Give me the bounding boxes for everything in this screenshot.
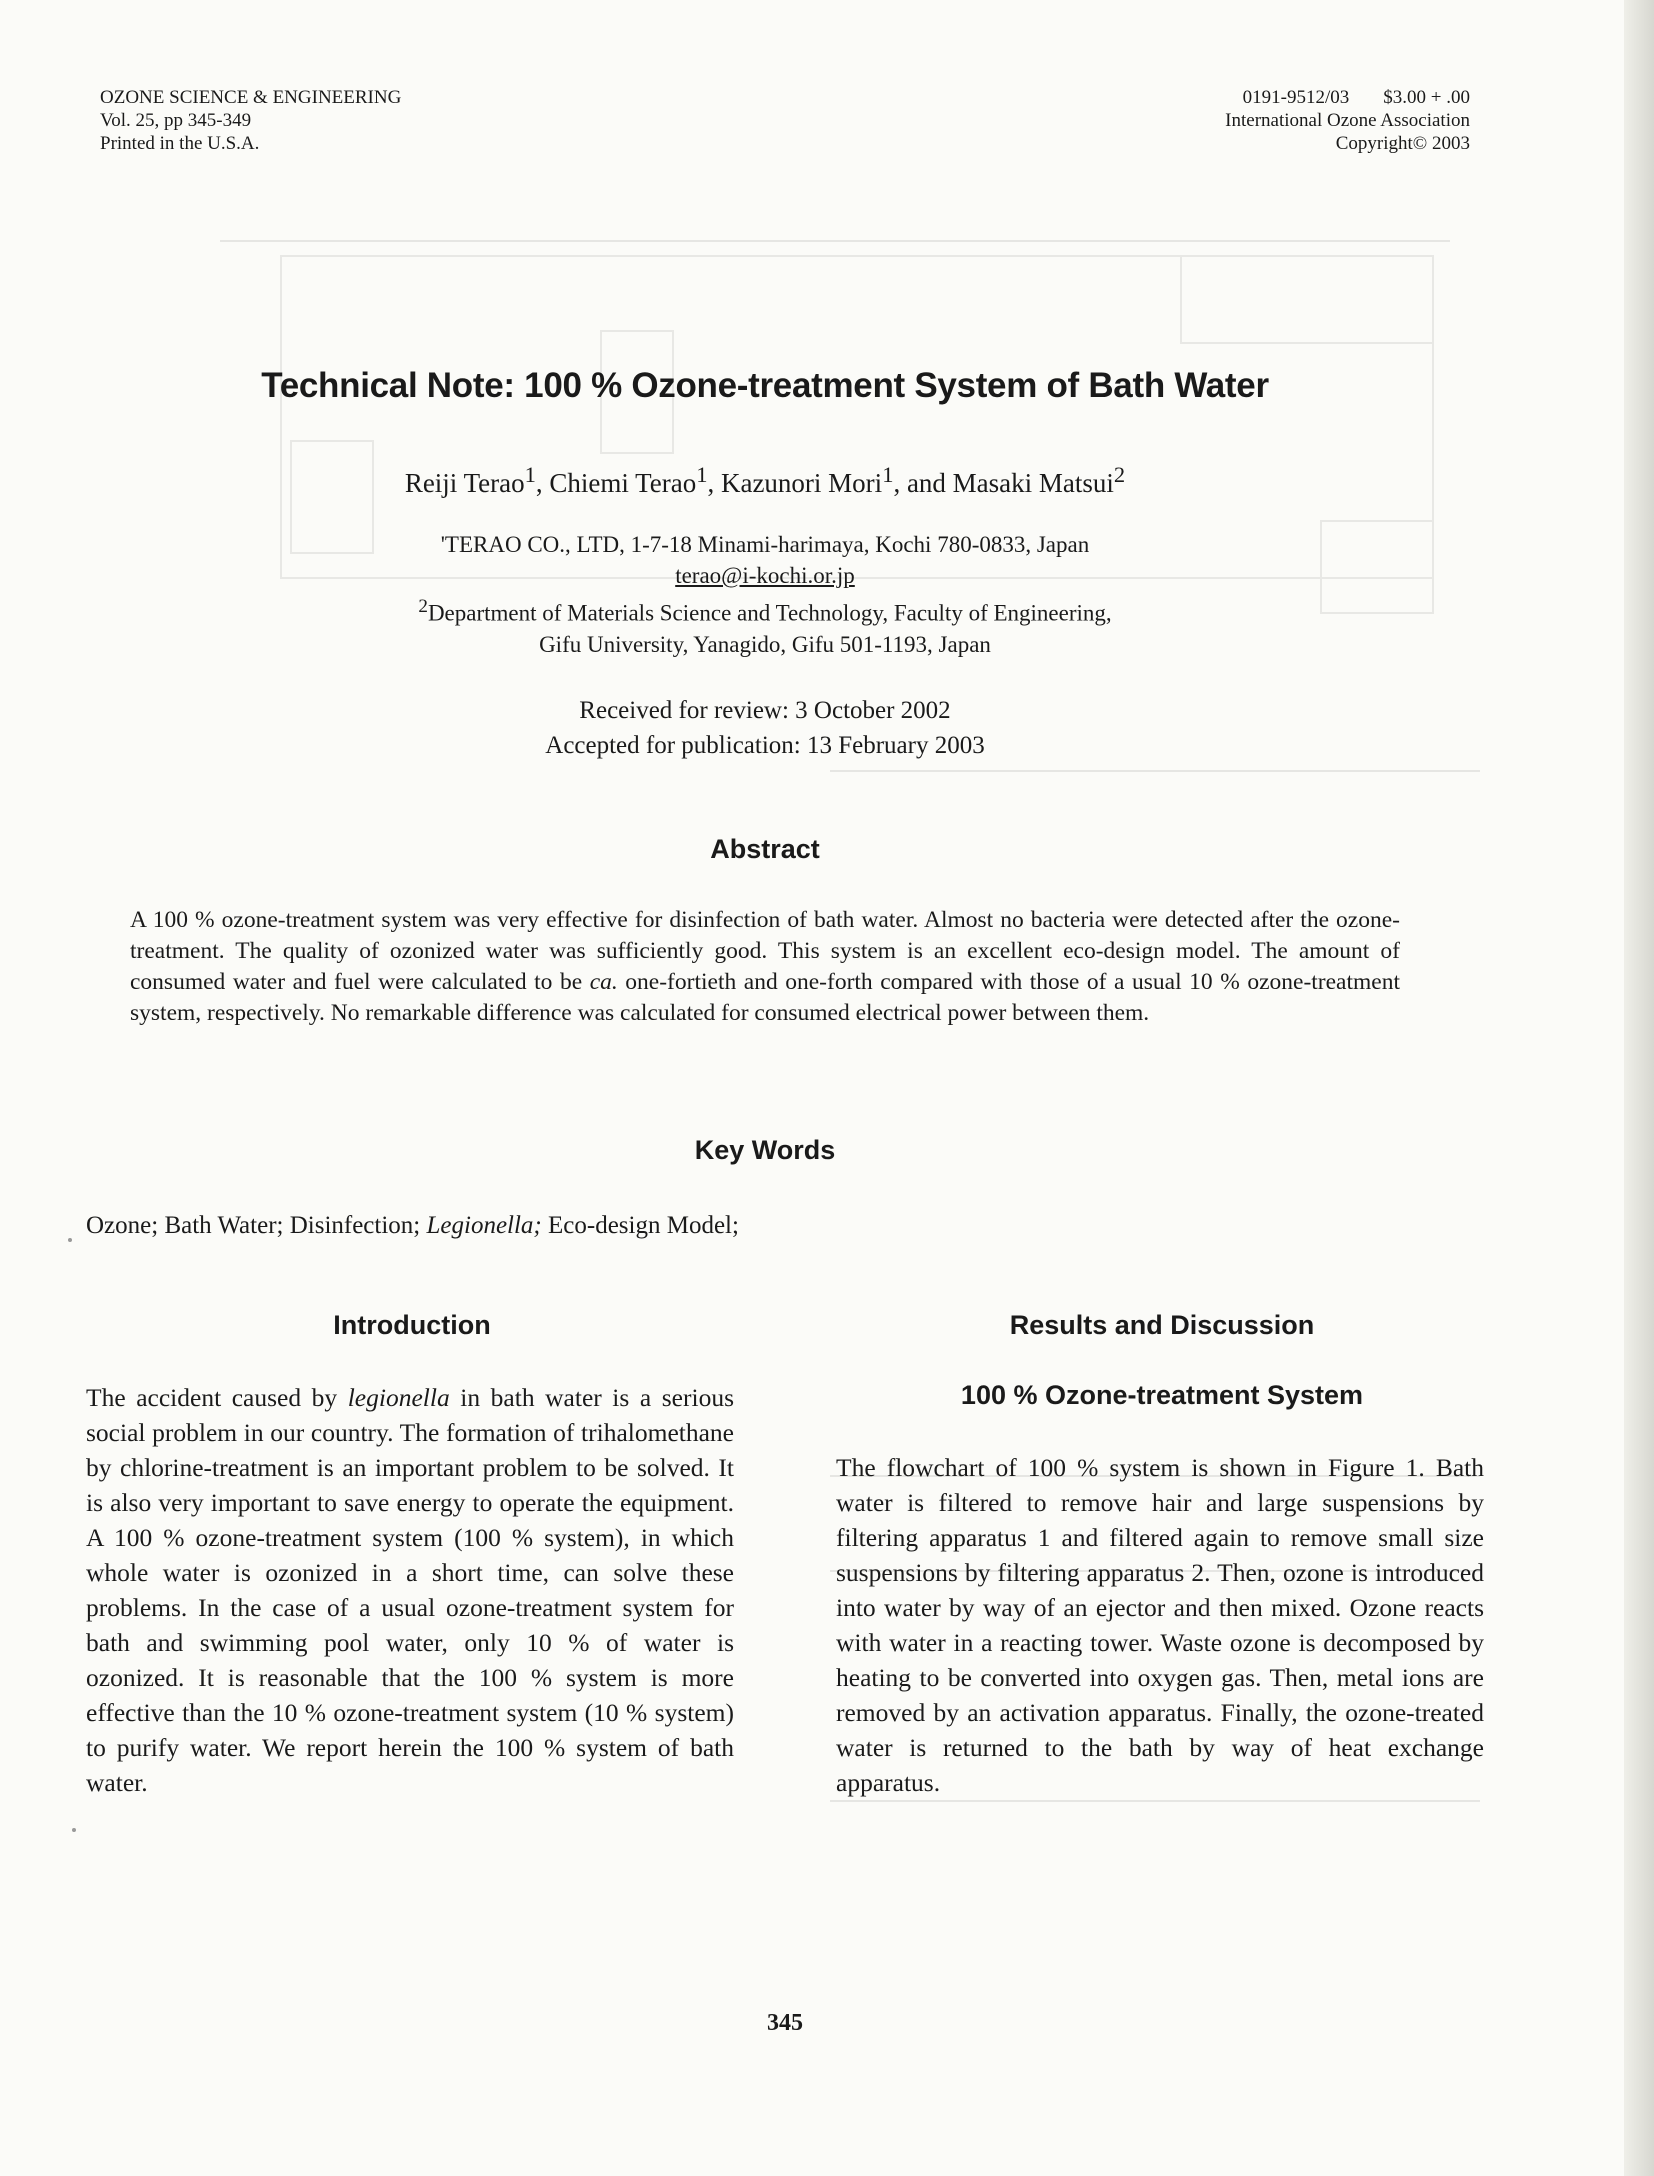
- keywords-part-1: Ozone; Bath Water; Disinfection;: [86, 1212, 427, 1239]
- affiliation-marker: 1: [696, 462, 708, 487]
- author-name: Chiemi Terao: [549, 468, 697, 498]
- intro-text-start: The accident caused by: [86, 1383, 348, 1412]
- affiliation-2-line-1: Department of Materials Science and Technology, Faculty of Engineering,: [427, 600, 1112, 626]
- keywords-text: [86, 1212, 1356, 1240]
- author-name: Masaki Matsui: [952, 468, 1114, 498]
- affiliation-marker: 1: [524, 462, 536, 487]
- publisher: International Ozone Association: [1225, 110, 1470, 131]
- author-list: [200, 462, 1330, 499]
- affiliation-1: 'TERAO CO., LTD, 1-7-18 Minami-harimaya, Kochi 780-0833, Japan: [440, 532, 1090, 557]
- affiliations: [200, 529, 1330, 660]
- abstract-text-part-2: one-fortieth and one-forth compared with those of a usual 10 % ozone-treatment system, respectively. No remarkable difference was calculated for consumed electrical power between them.: [130, 969, 1400, 1026]
- intro-italic-legionella: legionella: [347, 1383, 450, 1412]
- keywords-heading: Key Words: [694, 1135, 836, 1165]
- affiliation-2-line-2: Gifu University, Yanagido, Gifu 501-1193, Japan: [539, 631, 991, 657]
- author-name: Kazunori Mori: [720, 468, 883, 498]
- introduction-column: [86, 1380, 734, 1800]
- printed-in: Printed in the U.S.A.: [100, 133, 260, 154]
- price: $3.00 + .00: [1383, 87, 1470, 108]
- author-email: [200, 560, 1330, 591]
- author-separator: ,: [535, 468, 550, 498]
- affiliation-marker: 2: [1113, 462, 1126, 487]
- results-column: [836, 1450, 1484, 1800]
- author-separator: , and: [893, 468, 953, 498]
- page-number: 345: [767, 2010, 803, 2036]
- intro-text-rest: in bath water is a serious social problem in our country. The formation of trihalomethane by chlorine-treatment is an important problem to be solved. It is also very important to save energy to operate the equipment. A 100 % ozone-treatment system (100 % system), in which whole water is ozonized in a short time, can solve these problems. In the case of a usual ozone-treatment system for bath and swimming pool water, only 10 % of water is ozonized. It is reasonable that the 100 % system is more effective than the 10 % ozone-treatment system (10 % system) to purify water. We report herein the 100 % system of bath water.: [86, 1383, 735, 1797]
- author-separator: ,: [707, 468, 721, 498]
- results-paragraph: The flowchart of 100 % system is shown in Figure 1. Bath water is filtered to remove hair and large suspensions by filtering apparatus 1 and filtered again to remove small size suspensions by filtering apparatus 2. Then, ozone is introduced into water by way of an ejector and then mixed. Ozone reacts with water in a reacting tower. Waste ozone is decomposed by heating to be converted into oxygen gas. Then, metal ions are removed by an activation apparatus. Finally, the ozone-treated water is returned to the bath by way of heat exchange apparatus.: [836, 1453, 1484, 1797]
- author-name: Reiji Terao: [404, 468, 525, 498]
- volume-pages: Vol. 25, pp 345-349: [100, 110, 252, 131]
- page-edge-shadow: [1624, 0, 1654, 2176]
- affiliation-marker: 1: [882, 462, 894, 487]
- accepted-date: Accepted for publication: 13 February 2003: [545, 732, 985, 759]
- abstract-text-part-1: A 100 % ozone-treatment system was very effective for disinfection of bath water. Almost no bacteria were detected after the ozone-treatment. The quality of ozonized water was sufficiently good. This system is an excellent eco-design model. The amount of consumed water and fuel were calculated to be: [130, 907, 1400, 995]
- results-heading: Results and Discussion: [1009, 1310, 1315, 1340]
- received-date: Received for review: 3 October 2002: [579, 697, 951, 724]
- email-link[interactable]: terao@i-kochi.or.jp: [675, 563, 855, 588]
- abstract-italic-ca: ca.: [589, 969, 618, 995]
- journal-name: OZONE SCIENCE & ENGINEERING: [100, 87, 402, 108]
- issn: 0191-9512/03: [1242, 87, 1350, 108]
- paper-title: Technical Note: 100 % Ozone-treatment System of Bath Water: [261, 366, 1269, 405]
- review-dates: [200, 693, 1330, 763]
- scan-speck: [72, 1828, 76, 1832]
- abstract-heading: Abstract: [710, 834, 820, 864]
- subsection-heading: 100 % Ozone-treatment System: [960, 1380, 1364, 1410]
- publication-info: [1225, 86, 1470, 155]
- introduction-paragraph: [86, 1380, 734, 1800]
- keywords-part-2: Eco-design Model;: [541, 1212, 739, 1239]
- affiliation-2: [200, 591, 1330, 629]
- abstract-text: [130, 905, 1400, 1029]
- journal-info: [100, 86, 401, 155]
- introduction-heading: Introduction: [333, 1310, 491, 1340]
- issn-price-row: [1225, 86, 1470, 109]
- keywords-italic: Legionella;: [426, 1212, 542, 1239]
- scan-speck: [68, 1238, 72, 1242]
- affiliation-marker: 2: [418, 596, 428, 617]
- copyright: Copyright© 2003: [1335, 133, 1470, 154]
